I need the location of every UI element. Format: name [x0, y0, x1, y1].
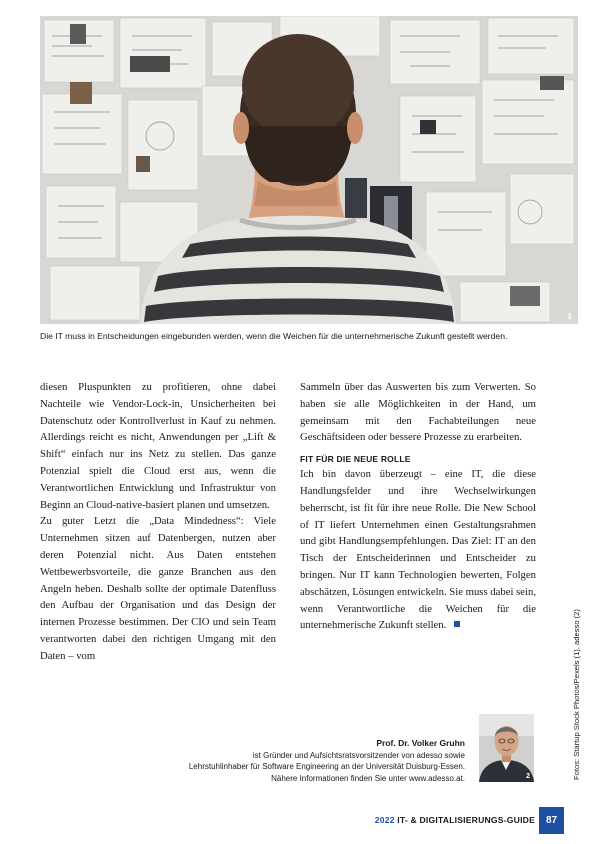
author-bio-line: ist Gründer und Aufsichtsratsvorsitzender von adesso sowie: [252, 750, 465, 760]
section-heading: FIT FÜR DIE NEUE ROLLE: [300, 454, 411, 465]
author-bio-line: Nähere Informationen finden Sie unter www.adesso.at.: [271, 773, 465, 783]
footer-guide-name: IT- & DIGITALISIERUNGS-GUIDE: [394, 815, 535, 825]
author-bio-line: Lehrstuhlinhaber für Software Engineering an der Universität Duisburg-Essen.: [188, 762, 465, 771]
photo-illustration: [40, 16, 578, 324]
end-mark-icon: [454, 621, 460, 627]
text-column-left: [40, 379, 276, 665]
footer-year: 2022: [374, 815, 395, 825]
figure-caption: Die IT muss in Entscheidungen eingebunden werden, wenn die Weichen für die unternehmerische Zukunft gestellt werden.: [40, 331, 508, 341]
paragraph: Sammeln über das Auswerten bis zum Verwerten. So haben sie alle Möglichkeiten in der Hand, um gemeinsam mit den Fachabteilungen neue Geschäftsideen oder bessere Prozesse zu erarbeiten.: [300, 381, 536, 444]
paragraph: Zu guter Letzt die „Data Mindedness“: Viele Unternehmen sitzen auf Datenbergen, nutzen aber deren Potenzial nicht. Aus Daten entstehen Wettbewerbsvorteile, die ganze Branchen aus den Angeln heben. Deshalb sollte der optimale Datenfluss den Aufbau der Organisation und das Design der internen Prozesse bestimmen. Der CIO und sein Team verantworten dabei den richtigen Umgang mit den Daten – vom: [40, 515, 276, 662]
author-name: Prof. Dr. Volker Gruhn: [376, 738, 465, 748]
footer-title: [375, 815, 535, 825]
photo-credits: Fotos: Startup Stock Photos/Pexels (1), adesso (2): [572, 609, 581, 780]
paragraph: [300, 466, 536, 634]
figure-number: 1: [567, 312, 572, 321]
paragraph-text: Ich bin davon überzeugt – eine IT, die diese Handlungsfelder und ihre Wechselwirkungen beherrscht, ist fit für ihre neue Rolle. Die New School of IT liefert Unternehmen einen Gestaltungsrahmen und gibt Handlungsempfehlungen. Das Ziel: IT an den Tisch der Entscheiderinnen und Entscheider zu bringen. Nur IT kann Technologien bewerten, Folgen abschätzen, Lösungen entwickeln. Sie muss dabei sein, wenn Verantwortliche die Weichen für die unternehmerische Zukunft stellen.: [300, 468, 536, 632]
header-photo: [40, 16, 578, 324]
page-number: 87: [539, 807, 564, 834]
author-box: [125, 738, 465, 784]
author-portrait: [479, 714, 534, 782]
paragraph: diesen Pluspunkten zu profitieren, ohne dabei Nachteile wie Vendor-Lock-in, Unsicherheiten bei Datenschutz oder Kontrollverlust in Kauf zu nehmen. Allerdings reicht es nicht, Anwendungen per „Lift & Shift“ einfach nur ins Netz zu stellen. Das ganze Potenzial spielt die Cloud erst aus, wenn die Verantwortlichen Entwicklung und Infrastruktur von Beginn an Cloud-native-basiert planen und umsetzen.: [40, 381, 276, 511]
text-column-right: [300, 379, 536, 634]
portrait-number: 2: [526, 773, 530, 780]
portrait-illustration: [479, 714, 534, 782]
